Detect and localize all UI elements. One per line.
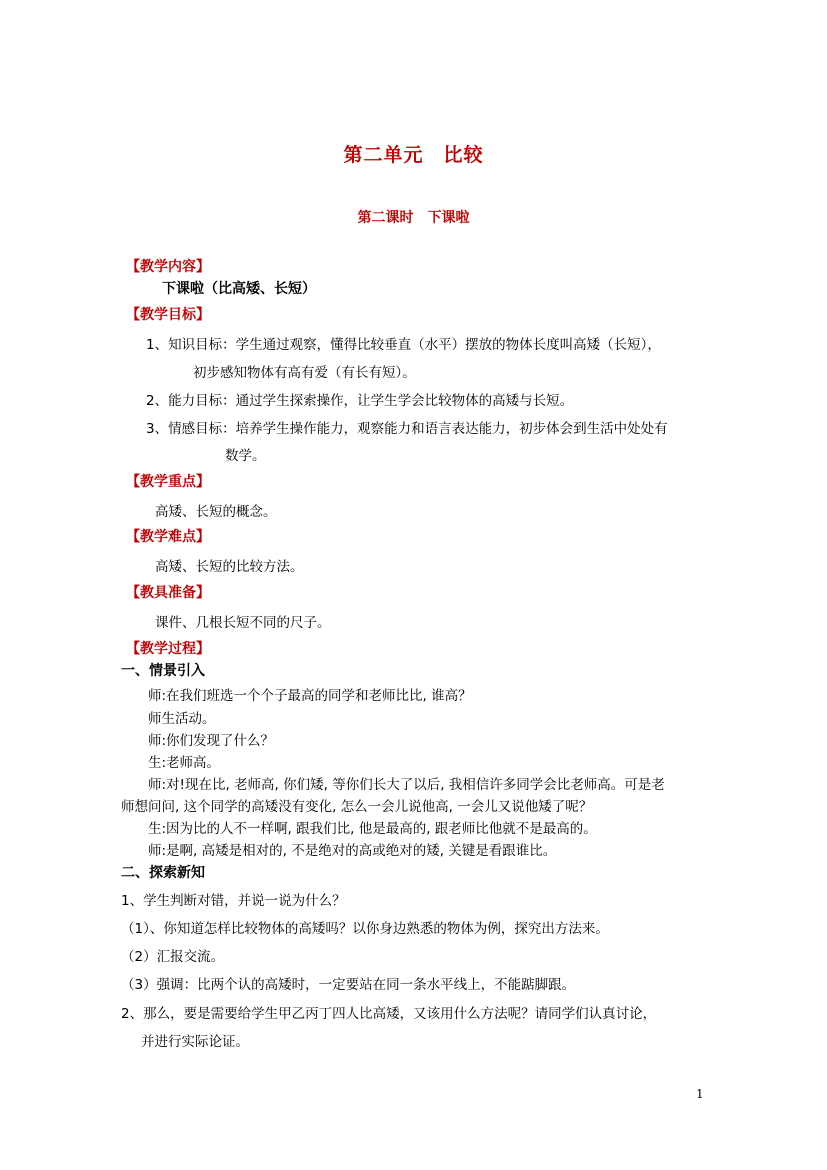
- goals-heading: 【教学目标】: [126, 307, 210, 323]
- tools-text: 课件、几根长短不同的尺子。: [155, 615, 331, 631]
- difficulty-heading: 【教学难点】: [126, 529, 210, 545]
- part-1-line: 师:你们发现了什么？: [148, 733, 275, 749]
- part-1-line: 师:在我们班选一个个子最高的同学和老师比比, 谁高？: [148, 688, 472, 704]
- part-2-heading: 二、探索新知: [121, 865, 205, 881]
- document-title: 第二单元 比较: [343, 144, 484, 166]
- part-2-line: （1）、你知道怎样比较物体的高矮吗？以你身边熟悉的物体为例，探究出方法来。: [121, 921, 609, 937]
- goal-1-line-1: 1、知识目标：学生通过观察，懂得比较垂直（水平）摆放的物体长度叫高矮（长短），: [146, 337, 661, 353]
- lesson-subtitle: 第二课时 下课啦: [357, 210, 470, 226]
- key-points-heading: 【教学重点】: [126, 474, 210, 490]
- part-1-line: 师想问问, 这个同学的高矮没有变化, 怎么一会儿说他高, 一会儿又说他矮了呢？: [121, 799, 593, 815]
- tools-heading: 【教具准备】: [126, 585, 210, 601]
- page-number: 1: [696, 1087, 704, 1101]
- goal-2: 2、能力目标：通过学生探索操作，让学生学会比较物体的高矮与长短。: [146, 393, 574, 409]
- part-2-line: 2、那么，要是需要给学生甲乙丙丁四人比高矮，又该用什么方法呢？请同学们认真讨论，: [121, 1006, 657, 1022]
- process-heading: 【教学过程】: [126, 641, 210, 657]
- difficulty-text: 高矮、长短的比较方法。: [155, 559, 304, 575]
- goal-1-line-2: 初步感知物体有高有爱（有长有短）。: [193, 365, 416, 381]
- goal-3-line-1: 3、情感目标：培养学生操作能力，观察能力和语言表达能力，初步体会到生活中处处有: [146, 421, 668, 437]
- part-2-line: 并进行实际论证。: [141, 1034, 249, 1050]
- part-1-heading: 一、情景引入: [121, 663, 205, 679]
- part-1-line: 生:老师高。: [148, 755, 221, 771]
- part-2-line: 1、学生判断对错，并说一说为什么？: [121, 893, 346, 909]
- part-1-line: 师生活动。: [148, 711, 216, 727]
- content-heading: 【教学内容】: [126, 259, 210, 275]
- part-1-line: 师:对!现在比, 老师高, 你们矮, 等你们长大了以后, 我相信许多同学会比老师高。可是老: [148, 777, 665, 793]
- content-text: 下课啦（比高矮、长短）: [162, 281, 316, 297]
- key-points-text: 高矮、长短的概念。: [155, 504, 277, 520]
- part-1-line: 生:因为比的人不一样啊, 跟我们比, 他是最高的, 跟老师比他就不是最高的。: [148, 821, 597, 837]
- goal-3-line-2: 数学。: [225, 448, 266, 464]
- part-2-line: （3）强调：比两个认的高矮时，一定要站在同一条水平线上，不能踮脚跟。: [121, 977, 576, 993]
- part-2-line: （2）汇报交流。: [121, 949, 225, 965]
- part-1-line: 师:是啊, 高矮是相对的, 不是绝对的高或绝对的矮, 关键是看跟谁比。: [148, 843, 557, 859]
